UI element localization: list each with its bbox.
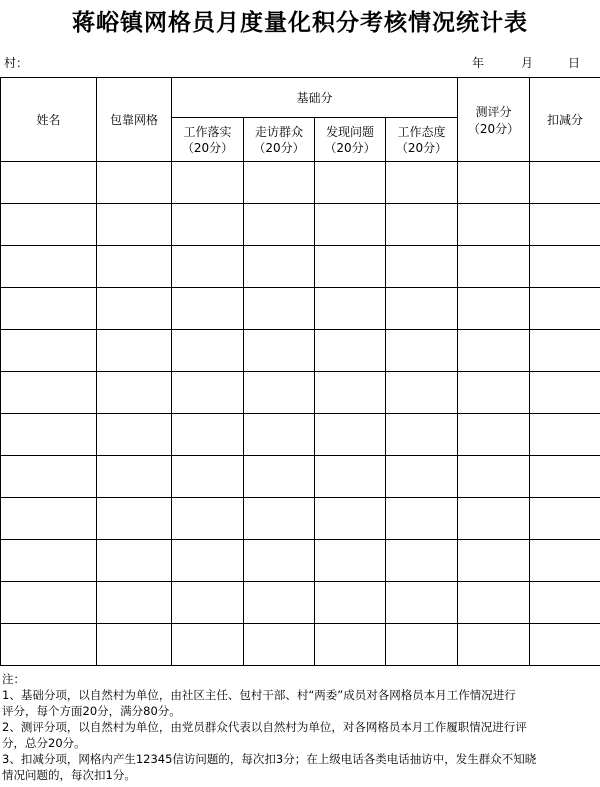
- table-cell[interactable]: [530, 246, 600, 288]
- header-sub-points: （20分）: [181, 140, 234, 155]
- header-sub-label: 发现问题: [325, 124, 374, 139]
- note-line: 情况问题的，每次扣1分。: [2, 768, 136, 782]
- table-cell[interactable]: [530, 162, 600, 204]
- table-cell[interactable]: [244, 414, 315, 456]
- table-cell[interactable]: [97, 372, 172, 414]
- header-grid: 包靠网格: [97, 78, 172, 162]
- table-cell[interactable]: [97, 414, 172, 456]
- table-row: [1, 204, 600, 246]
- table-cell[interactable]: [172, 162, 244, 204]
- table-cell[interactable]: [386, 372, 458, 414]
- table-row: [1, 498, 600, 540]
- table-cell[interactable]: [458, 288, 530, 330]
- date-month-label: 月: [521, 56, 534, 70]
- table-row: [1, 162, 600, 204]
- table-cell[interactable]: [315, 624, 386, 666]
- table-cell[interactable]: [244, 582, 315, 624]
- table-cell[interactable]: [97, 162, 172, 204]
- table-cell[interactable]: [458, 162, 530, 204]
- table-cell[interactable]: [172, 204, 244, 246]
- table-body: [1, 162, 600, 666]
- table-cell[interactable]: [386, 246, 458, 288]
- table-cell[interactable]: [97, 582, 172, 624]
- note-line: 评分，每个方面20分，满分80分。: [2, 704, 181, 718]
- header-sub-label: 走访群众: [254, 124, 303, 139]
- table-cell[interactable]: [244, 204, 315, 246]
- header-sub-points: （20分）: [395, 140, 448, 155]
- table-cell[interactable]: [386, 498, 458, 540]
- table-cell[interactable]: [1, 372, 97, 414]
- table-cell[interactable]: [244, 330, 315, 372]
- table-cell[interactable]: [172, 288, 244, 330]
- table-cell[interactable]: [386, 288, 458, 330]
- note-line: 3、扣减分项，网格内产生12345信访问题的，每次扣3分；在上级电话各类电话抽访中，发生群众不知晓: [2, 752, 537, 766]
- table-row: [1, 330, 600, 372]
- table-cell[interactable]: [315, 498, 386, 540]
- table-cell[interactable]: [458, 246, 530, 288]
- header-deduct-score: 扣减分: [530, 78, 600, 162]
- table-cell[interactable]: [97, 624, 172, 666]
- table-cell[interactable]: [1, 540, 97, 582]
- table-row: [1, 288, 600, 330]
- table-cell[interactable]: [97, 330, 172, 372]
- table-cell[interactable]: [530, 582, 600, 624]
- table-cell[interactable]: [1, 498, 97, 540]
- header-sub-points: （20分）: [324, 140, 376, 155]
- table-cell[interactable]: [1, 246, 97, 288]
- note-line: 分，总分20分。: [2, 736, 86, 750]
- table-cell[interactable]: [458, 330, 530, 372]
- header-work-attitude: [386, 118, 458, 162]
- table-cell[interactable]: [458, 204, 530, 246]
- header-eval-label: 测评分: [475, 104, 512, 119]
- table-cell[interactable]: [1, 456, 97, 498]
- table-row: [1, 540, 600, 582]
- table-cell[interactable]: [244, 498, 315, 540]
- table-cell[interactable]: [315, 204, 386, 246]
- table-cell[interactable]: [386, 204, 458, 246]
- note-line: 1、基础分项，以自然村为单位，由社区主任、包村干部、村“两委”成员对各网格员本月工作情况进行: [2, 688, 516, 702]
- header-name: 姓名: [1, 78, 97, 162]
- table-cell[interactable]: [386, 456, 458, 498]
- table-cell[interactable]: [315, 246, 386, 288]
- table-row: [1, 456, 600, 498]
- table-cell[interactable]: [1, 162, 97, 204]
- table-cell[interactable]: [530, 540, 600, 582]
- table-cell[interactable]: [172, 456, 244, 498]
- table-cell[interactable]: [530, 624, 600, 666]
- table-row: [1, 246, 600, 288]
- table-cell[interactable]: [244, 540, 315, 582]
- header-sub-label: 工作落实: [183, 124, 232, 139]
- score-table: [0, 77, 600, 666]
- table-cell[interactable]: [458, 624, 530, 666]
- table-cell[interactable]: [244, 162, 315, 204]
- table-cell[interactable]: [244, 372, 315, 414]
- header-sub-label: 工作态度: [397, 124, 446, 139]
- table-cell[interactable]: [458, 498, 530, 540]
- date-year-label: 年: [472, 56, 485, 70]
- table-cell[interactable]: [1, 624, 97, 666]
- header-basic-score: 基础分: [172, 78, 458, 118]
- table-cell[interactable]: [172, 246, 244, 288]
- page-title: 蒋峪镇网格员月度量化积分考核情况统计表: [72, 10, 528, 36]
- table-cell[interactable]: [172, 582, 244, 624]
- table-row: [1, 414, 600, 456]
- table-cell[interactable]: [315, 162, 386, 204]
- table-cell[interactable]: [458, 456, 530, 498]
- table-cell[interactable]: [458, 414, 530, 456]
- table-cell[interactable]: [244, 456, 315, 498]
- table-row: [1, 624, 600, 666]
- table-cell[interactable]: [315, 330, 386, 372]
- table-cell[interactable]: [97, 456, 172, 498]
- table-cell[interactable]: [1, 288, 97, 330]
- table-cell[interactable]: [458, 372, 530, 414]
- table-cell[interactable]: [315, 582, 386, 624]
- table-cell[interactable]: [458, 582, 530, 624]
- table-cell[interactable]: [97, 288, 172, 330]
- table-cell[interactable]: [315, 288, 386, 330]
- table-cell[interactable]: [1, 330, 97, 372]
- header-find-problems: [315, 118, 386, 162]
- table-cell[interactable]: [172, 330, 244, 372]
- table-cell[interactable]: [97, 246, 172, 288]
- table-cell[interactable]: [315, 540, 386, 582]
- header-eval-points: （20分）: [467, 121, 520, 136]
- table-cell[interactable]: [244, 288, 315, 330]
- table-cell[interactable]: [530, 330, 600, 372]
- village-label: 村：: [4, 56, 29, 70]
- table-cell[interactable]: [386, 540, 458, 582]
- notes: [2, 671, 598, 783]
- table-cell[interactable]: [386, 624, 458, 666]
- table-cell[interactable]: [386, 330, 458, 372]
- table-cell[interactable]: [315, 414, 386, 456]
- table-cell[interactable]: [1, 414, 97, 456]
- table-cell[interactable]: [172, 498, 244, 540]
- table-cell[interactable]: [530, 288, 600, 330]
- table-cell[interactable]: [386, 162, 458, 204]
- table-cell[interactable]: [172, 414, 244, 456]
- header-sub-points: （20分）: [253, 140, 305, 155]
- table-cell[interactable]: [97, 540, 172, 582]
- table-row: [1, 582, 600, 624]
- table-row: [1, 372, 600, 414]
- table-cell[interactable]: [97, 498, 172, 540]
- table-cell[interactable]: [530, 372, 600, 414]
- table-cell[interactable]: [315, 372, 386, 414]
- table-cell[interactable]: [1, 582, 97, 624]
- header-eval-score: [458, 78, 530, 162]
- table-cell[interactable]: [530, 204, 600, 246]
- table-cell[interactable]: [315, 456, 386, 498]
- table-cell[interactable]: [244, 246, 315, 288]
- table-cell[interactable]: [530, 414, 600, 456]
- table-cell[interactable]: [458, 540, 530, 582]
- table-cell[interactable]: [172, 372, 244, 414]
- header-visit-residents: [244, 118, 315, 162]
- table-cell[interactable]: [172, 540, 244, 582]
- table-cell[interactable]: [386, 582, 458, 624]
- table-cell[interactable]: [530, 498, 600, 540]
- table-cell[interactable]: [530, 456, 600, 498]
- table-cell[interactable]: [1, 204, 97, 246]
- header-work-implementation: [172, 118, 244, 162]
- notes-heading: 注：: [2, 672, 25, 686]
- table-cell[interactable]: [97, 204, 172, 246]
- table-cell[interactable]: [172, 624, 244, 666]
- table-cell[interactable]: [386, 414, 458, 456]
- date-day-label: 日: [568, 56, 581, 70]
- note-line: 2、测评分项，以自然村为单位，由党员群众代表以自然村为单位，对各网格员本月工作履职情况进行评: [2, 720, 527, 734]
- table-cell[interactable]: [244, 624, 315, 666]
